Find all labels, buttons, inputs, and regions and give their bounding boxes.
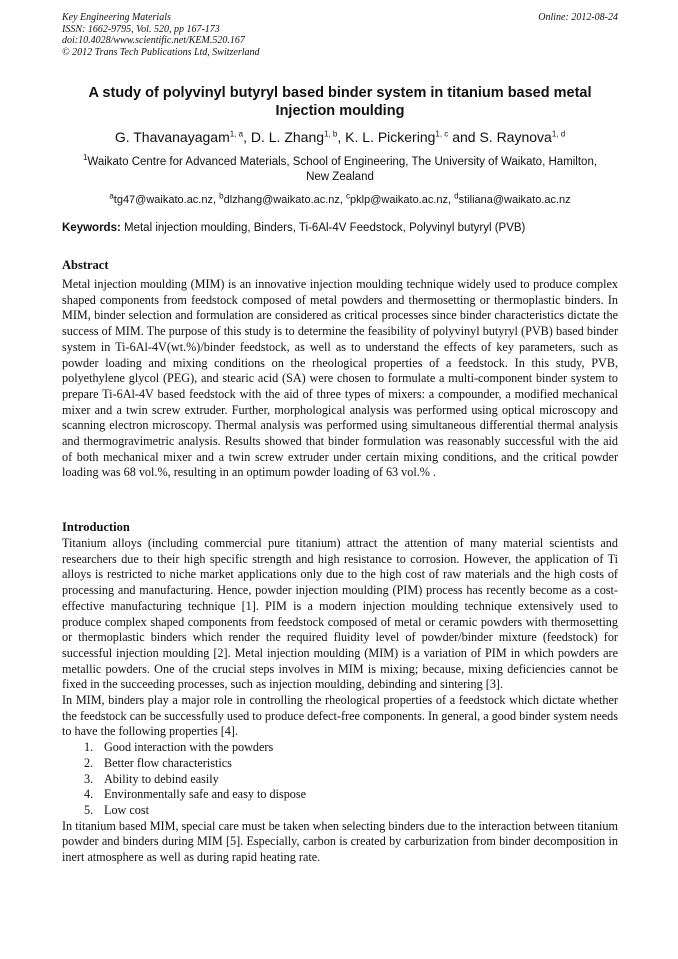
email-sup: b [219, 191, 224, 201]
introduction-body [62, 536, 618, 866]
list-number: 5. [84, 802, 94, 817]
list-item [62, 803, 618, 819]
list-text: Better flow characteristics [104, 755, 232, 770]
paper-title: A study of polyvinyl butyryl based binder system in titanium based metal Injection moulding [88, 85, 592, 119]
list-text: Good interaction with the powders [104, 740, 274, 755]
author-name: K. L. Pickering [345, 129, 436, 145]
author-list [62, 128, 618, 146]
journal-header [62, 12, 618, 58]
intro-paragraph: In MIM, binders play a major role in controlling the rheological properties of a feedstock which dictate whether the feedstock can be successfully used to produce defect-free components. In general, a good binder system needs to have the following properties [4]. [62, 693, 618, 739]
list-number: 1. [84, 740, 94, 755]
journal-doi: doi:10.4028/www.scientific.net/KEM.520.167 [62, 35, 245, 46]
email-address[interactable]: tg47@waikato.ac.nz [113, 194, 213, 206]
list-text: Low cost [104, 802, 150, 817]
affiliation-sup: 1 [82, 153, 88, 163]
author-name: D. L. Zhang [250, 129, 325, 145]
email-address[interactable]: pklp@waikato.ac.nz [350, 194, 449, 206]
author-separator: , [243, 129, 251, 145]
journal-name: Key Engineering Materials [62, 12, 171, 23]
email-address[interactable]: dlzhang@waikato.ac.nz [223, 194, 340, 206]
list-number: 2. [84, 755, 94, 770]
email-sup: c [346, 191, 351, 201]
abstract-heading: Abstract [62, 258, 109, 272]
list-text: Ability to debind easily [104, 771, 219, 786]
keywords-text: Metal injection moulding, Binders, Ti-6Al-4V Feedstock, Polyvinyl butyryl (PVB) [124, 222, 526, 234]
author-affil-sup: 1, c [435, 129, 449, 139]
list-item [62, 787, 618, 803]
introduction-heading: Introduction [62, 520, 130, 534]
email-list: $^a$tg47@waikato.ac.nz, $^b$dlzhang@waikato.ac.nz, $^c$pklp@waikato.ac.nz, $^d$stiliana@waikato.ac.nz [109, 191, 571, 206]
online-date: Online: 2012-08-24 [538, 12, 618, 23]
journal-copyright: © 2012 Trans Tech Publications Ltd, Switzerland [62, 46, 260, 58]
list-number: 3. [84, 771, 94, 786]
email-sup: a [109, 191, 114, 201]
list-number: 4. [84, 787, 94, 802]
intro-paragraph: Titanium alloys (including commercial pure titanium) attract the attention of many material scientists and researchers due to their high specific strength and high resistance to corrosion. However, the application of Ti alloys is restricted to niche market applications only due to the high cost of raw materials and the high costs of processing and manufacturing. Hence, powder injection moulding (PIM) process has recently become as a cost-effective manufacturing technique [1]. PIM is a modern injection moulding technique extensively used to produce complex shaped components from feedstock composed of metal or ceramic powders with thermosetting or thermoplastic binders which render the required fluidity level of powder/binder mixture (feedstock) for successful injection moulding [2]. Metal injection moulding (MIM) is a variation of PIM in which powders are metallic powders. One of the crucial steps involves in MIM is mixing; because, mixing deficiencies cannot be fixed in the succeeding processes, such as injection moulding, debinding and sintering [3]. [62, 536, 618, 692]
list-text: Environmentally safe and easy to dispose [104, 787, 307, 802]
abstract-body: Metal injection moulding (MIM) is an innovative injection moulding technique widely used to produce complex shaped components from feedstock composed of metal powders and thermosetting or thermoplastic binders. In MIM, binder selection and formulation are considered as critical processes since binder characteristics dictate the success of MIM. The purpose of this study is to determine the feasibility of polyvinyl butyryl (PVB) based binder system in Ti-6Al-4V(wt.%)/binder feedstock, as well as to understand the effects of key parameters, such as powder loading and mixing conditions on the rheological properties of a feedstock. In this study, PVB, polyethylene glycol (PEG), and stearic acid (SA) were chosen to formulate a multi-component binder system to prepare Ti-6Al-4V based feedstock with the aid of three types of mixers: a compounder, a modified mechanical mixer and a twin screw extruder. Further, morphological analysis was performed using optical microscopy and scanning electron microscopy. Thermal analysis was performed using simultaneous differential thermal analysis and thermogravimetric analysis. Results showed that binder formulation was reasonably successful with the aid of both mechanical mixer and a twin screw extruder under certain mixing conditions, and the critical powder loading was 68 vol.%, resulting in an optimum powder loading of 63 vol.% . [62, 277, 618, 480]
author-name: G. Thavanayagam [114, 129, 230, 145]
list-item [62, 756, 618, 772]
affiliation [70, 155, 610, 184]
intro-paragraph: In titanium based MIM, special care must be taken when selecting binders due to the interaction between titanium powder and binders during MIM [5]. Especially, carbon is created by carburization from binder decomposition in inert atmosphere as well as during rapid heating rate. [62, 818, 618, 865]
binder-properties-list [62, 740, 618, 819]
author-separator: and [448, 129, 480, 145]
author-separator: , [337, 129, 346, 145]
list-item [62, 772, 618, 788]
keywords [62, 221, 618, 235]
email-sup: d [454, 191, 459, 201]
author-affil-sup: 1, b [324, 129, 338, 139]
author-name: S. Raynova [479, 129, 552, 145]
email-address[interactable]: stiliana@waikato.ac.nz [458, 194, 571, 206]
keywords-label: Keywords: [62, 222, 121, 234]
journal-issn: ISSN: 1662-9795, Vol. 520, pp 167-173 [62, 23, 220, 35]
author-affil-sup: 1, d [551, 129, 566, 139]
affiliation-text: Waikato Centre for Advanced Materials, School of Engineering, The University of Waikato, Hamilton, New Zealand [87, 156, 598, 183]
list-item [62, 740, 618, 756]
author-affil-sup: 1, a [229, 129, 244, 139]
